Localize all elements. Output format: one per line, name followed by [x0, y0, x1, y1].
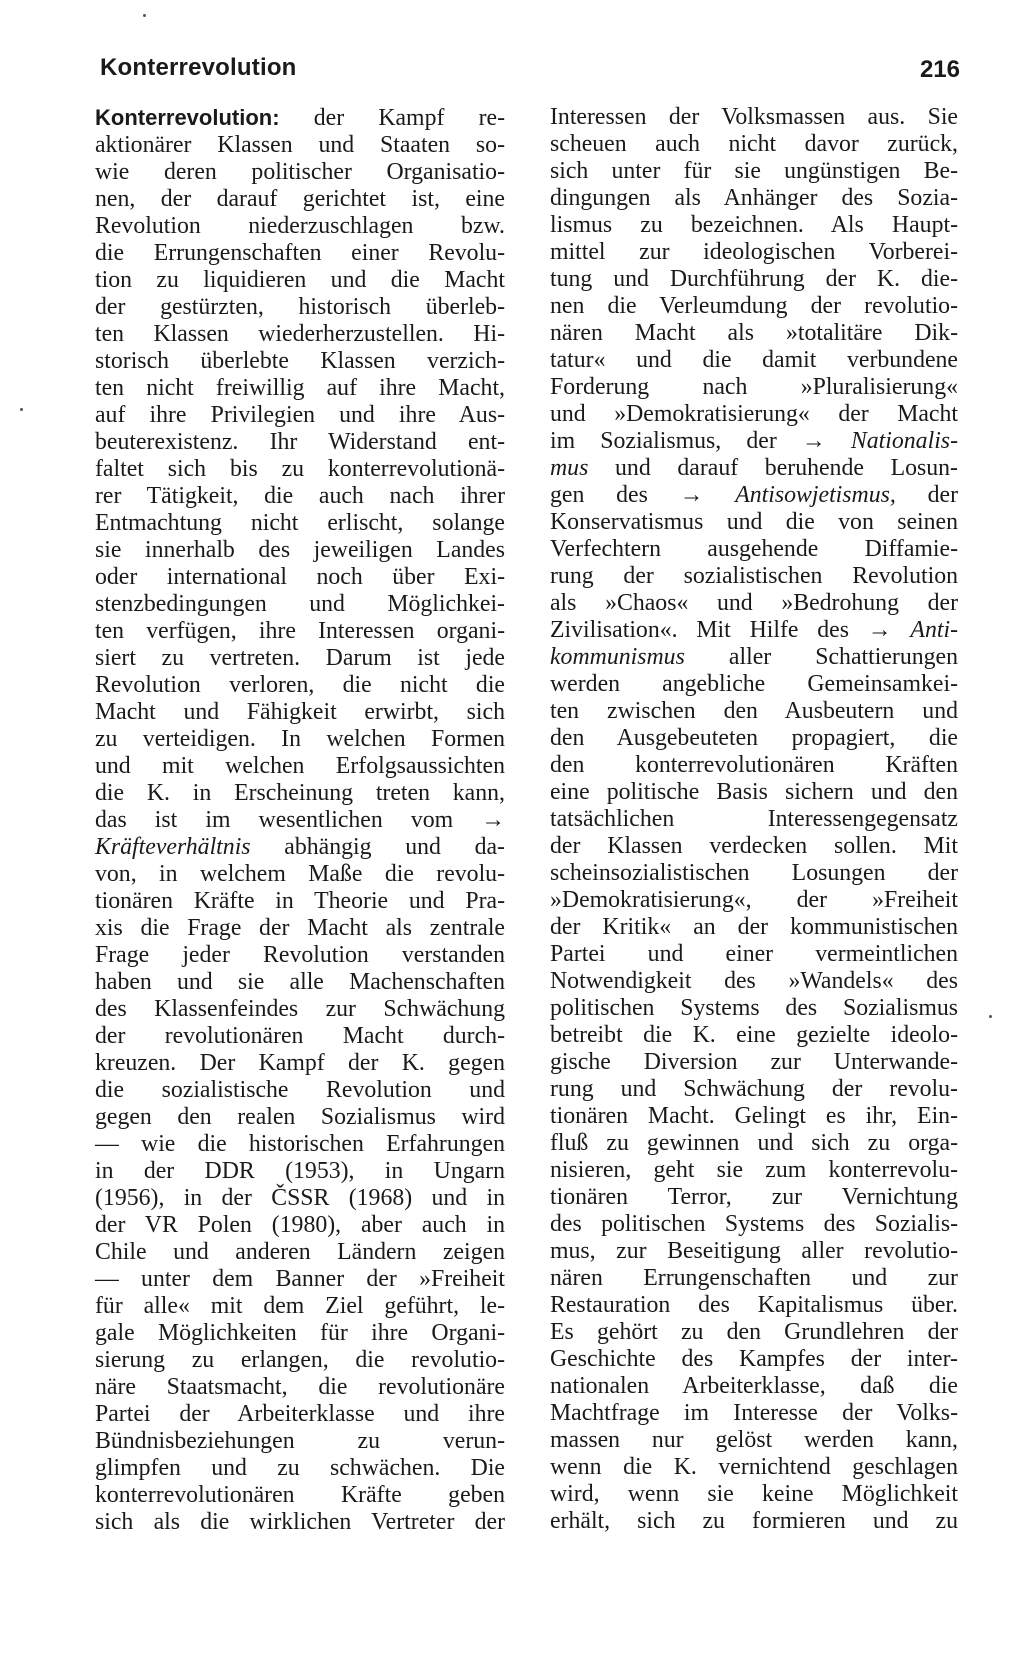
- text-line: Interessen der Volksmassen aus. Sie: [550, 104, 958, 130]
- text-line: siert zu vertreten. Darum ist jede: [95, 645, 505, 671]
- text-line: aktionärer Klassen und Staaten so-: [95, 132, 505, 158]
- text-line: Forderung nach »Pluralisierung«: [550, 374, 958, 400]
- text-line: nären Errungenschaften und zur: [550, 1265, 958, 1291]
- text-line: Zivilisation«. Mit Hilfe des → Anti-: [550, 617, 958, 643]
- text-line: storisch überlebte Klassen verzich-: [95, 348, 505, 374]
- text-line: massen nur gelöst werden kann,: [550, 1427, 958, 1453]
- text-line: im Sozialismus, der → Nationalis-: [550, 428, 958, 454]
- page-number: 216: [919, 56, 960, 83]
- text-line: mus und darauf beruhende Losun-: [550, 455, 958, 481]
- text-line: und »Demokratisierung« der Macht: [550, 401, 958, 427]
- text-line: betreibt die K. eine gezielte ideolo-: [550, 1022, 958, 1048]
- right-column: [550, 104, 958, 1535]
- text-line: ten verfügen, ihre Interessen organi-: [95, 618, 505, 644]
- text-line: ten zwischen den Ausbeutern und: [550, 698, 958, 724]
- text-line: die Errungenschaften einer Revolu-: [95, 240, 505, 266]
- text-line: Partei der Arbeiterklasse und ihre: [95, 1401, 505, 1427]
- text-line: rung und Schwächung der revolu-: [550, 1076, 958, 1102]
- text-line: nisieren, geht sie zum konterrevolu-: [550, 1157, 958, 1183]
- entry-term: Konterrevolution:: [95, 105, 280, 130]
- text-line: Revolution verloren, die nicht die: [95, 672, 505, 698]
- text-line: Verfechtern ausgehende Diffamie-: [550, 536, 958, 562]
- text-line: beuterexistenz. Ihr Widerstand ent-: [95, 429, 505, 455]
- text-line: Macht und Fähigkeit erwirbt, sich: [95, 699, 505, 725]
- cross-reference: Kräfteverhältnis: [95, 834, 251, 860]
- left-column: [95, 104, 505, 1536]
- text-line: erhält, sich zu formieren und zu: [550, 1508, 958, 1534]
- text-line: Es gehört zu den Grundlehren der: [550, 1319, 958, 1345]
- text-line: Entmachtung nicht erlischt, solange: [95, 510, 505, 536]
- text-line: ten nicht freiwillig auf ihre Macht,: [95, 375, 505, 401]
- text-line: tionären Macht. Gelingt es ihr, Ein-: [550, 1103, 958, 1129]
- text-line: tionären Kräfte in Theorie und Pra-: [95, 888, 505, 914]
- text-line: von, in welchem Maße die revolu-: [95, 861, 505, 887]
- text-line: Geschichte des Kampfes der inter-: [550, 1346, 958, 1372]
- text-line: konterrevolutionären Kräfte geben: [95, 1482, 505, 1508]
- text-line: — unter dem Banner der »Freiheit: [95, 1266, 505, 1292]
- text-line: politischen Systems des Sozialismus: [550, 995, 958, 1021]
- text-line: der Klassen verdecken sollen. Mit: [550, 833, 958, 859]
- text-line: Partei und einer vermeintlichen: [550, 941, 958, 967]
- text-line: nen, der darauf gerichtet ist, eine: [95, 186, 505, 212]
- text-line: als »Chaos« und »Bedrohung der: [550, 590, 958, 616]
- text-line: gische Diversion zur Unterwande-: [550, 1049, 958, 1075]
- text-line: Revolution niederzuschlagen bzw.: [95, 213, 505, 239]
- text-line: sie innerhalb des jeweiligen Landes: [95, 537, 505, 563]
- text-line: nen die Verleumdung der revolutio-: [550, 293, 958, 319]
- text-line: den Ausgebeuteten propagiert, die: [550, 725, 958, 751]
- text-line: wenn die K. vernichtend geschlagen: [550, 1454, 958, 1480]
- text-line: glimpfen und zu schwächen. Die: [95, 1455, 505, 1481]
- text-line: die sozialistische Revolution und: [95, 1077, 505, 1103]
- text-line: gen des → Antisowjetismus, der: [550, 482, 958, 508]
- text-line: xis die Frage der Macht als zentrale: [95, 915, 505, 941]
- scan-speck: [20, 408, 23, 411]
- text-line: näre Staatsmacht, die revolutionäre: [95, 1374, 505, 1400]
- text-line: scheinsozialistischen Losungen der: [550, 860, 958, 886]
- text-line: Chile und anderen Ländern zeigen: [95, 1239, 505, 1265]
- cross-reference: Antisowjetismus,: [735, 482, 896, 508]
- text-line: sich als die wirklichen Vertreter der: [95, 1509, 505, 1535]
- text-line: sierung zu erlangen, die revolutio-: [95, 1347, 505, 1373]
- text-line: Restauration des Kapitalismus über.: [550, 1292, 958, 1318]
- text-line: rung der sozialistischen Revolution: [550, 563, 958, 589]
- text-line: Frage jeder Revolution verstanden: [95, 942, 505, 968]
- text-line: Konterrevolution: der Kampf re-: [95, 105, 505, 131]
- text-line: mus, zur Beseitigung aller revolutio-: [550, 1238, 958, 1264]
- text-line: zu verteidigen. In welchen Formen: [95, 726, 505, 752]
- text-line: nationalen Arbeiterklasse, daß die: [550, 1373, 958, 1399]
- text-line: gale Möglichkeiten für ihre Organi-: [95, 1320, 505, 1346]
- text-line: der Kritik« an der kommunistischen: [550, 914, 958, 940]
- text-line: — wie die historischen Erfahrungen: [95, 1131, 505, 1157]
- text-line: tion zu liquidieren und die Macht: [95, 267, 505, 293]
- text-line: Notwendigkeit des »Wandels« des: [550, 968, 958, 994]
- text-line: auf ihre Privilegien und ihre Aus-: [95, 402, 505, 428]
- text-line: mittel zur ideologischen Vorberei-: [550, 239, 958, 265]
- text-line: werden angebliche Gemeinsamkei-: [550, 671, 958, 697]
- cross-reference: Anti-: [910, 617, 958, 643]
- text-line: wie deren politischer Organisatio-: [95, 159, 505, 185]
- text-line: tatsächlichen Interessengegensatz: [550, 806, 958, 832]
- text-line: sich unter für sie ungünstigen Be-: [550, 158, 958, 184]
- text-line: des politischen Systems des Sozialis-: [550, 1211, 958, 1237]
- text-line: lismus zu bezeichnen. Als Haupt-: [550, 212, 958, 238]
- text-line: die K. in Erscheinung treten kann,: [95, 780, 505, 806]
- text-line: stenzbedingungen und Möglichkei-: [95, 591, 505, 617]
- text-line: »Demokratisierung«, der »Freiheit: [550, 887, 958, 913]
- text-line: kommunismus aller Schattierungen: [550, 644, 958, 670]
- text-line: der gestürzten, historisch überleb-: [95, 294, 505, 320]
- text-line: rer Tätigkeit, die auch nach ihrer: [95, 483, 505, 509]
- text-line: tatur« und die damit verbundene: [550, 347, 958, 373]
- text-line: fluß zu gewinnen und sich zu orga-: [550, 1130, 958, 1156]
- cross-reference: Nationalis-: [850, 428, 958, 454]
- text-line: haben und sie alle Machenschaften: [95, 969, 505, 995]
- text-line: nären Macht als »totalitäre Dik-: [550, 320, 958, 346]
- text-line: faltet sich bis zu konterrevolutionä-: [95, 456, 505, 482]
- text-line: das ist im wesentlichen vom →: [95, 807, 505, 833]
- cross-reference: mus: [550, 455, 589, 481]
- text-line: kreuzen. Der Kampf der K. gegen: [95, 1050, 505, 1076]
- text-line: eine politische Basis sichern und den: [550, 779, 958, 805]
- text-line: oder international noch über Exi-: [95, 564, 505, 590]
- text-line: der VR Polen (1980), aber auch in: [95, 1212, 505, 1238]
- text-line: den konterrevolutionären Kräften: [550, 752, 958, 778]
- text-line: wird, wenn sie keine Möglichkeit: [550, 1481, 958, 1507]
- text-line: scheuen auch nicht davor zurück,: [550, 131, 958, 157]
- text-line: des Klassenfeindes zur Schwächung: [95, 996, 505, 1022]
- text-line: ten Klassen wiederherzustellen. Hi-: [95, 321, 505, 347]
- text-line: in der DDR (1953), in Ungarn: [95, 1158, 505, 1184]
- text-line: Konservatismus und die von seinen: [550, 509, 958, 535]
- text-line: tionären Terror, zur Vernichtung: [550, 1184, 958, 1210]
- text-line: für alle« mit dem Ziel geführt, le-: [95, 1293, 505, 1319]
- scan-speck: [989, 1015, 992, 1018]
- text-line: der revolutionären Macht durch-: [95, 1023, 505, 1049]
- text-line: (1956), in der ČSSR (1968) und in: [95, 1185, 505, 1211]
- text-line: dingungen als Anhänger des Sozia-: [550, 185, 958, 211]
- text-line: Bündnisbeziehungen zu verun-: [95, 1428, 505, 1454]
- scan-speck: [143, 14, 146, 17]
- text-line: gegen den realen Sozialismus wird: [95, 1104, 505, 1130]
- text-line: Machtfrage im Interesse der Volks-: [550, 1400, 958, 1426]
- text-line: tung und Durchführung der K. die-: [550, 266, 958, 292]
- running-head: Konterrevolution: [100, 54, 297, 81]
- text-line: Kräfteverhältnis abhängig und da-: [95, 834, 505, 860]
- cross-reference: kommunismus: [550, 644, 685, 670]
- text-line: und mit welchen Erfolgsaussichten: [95, 753, 505, 779]
